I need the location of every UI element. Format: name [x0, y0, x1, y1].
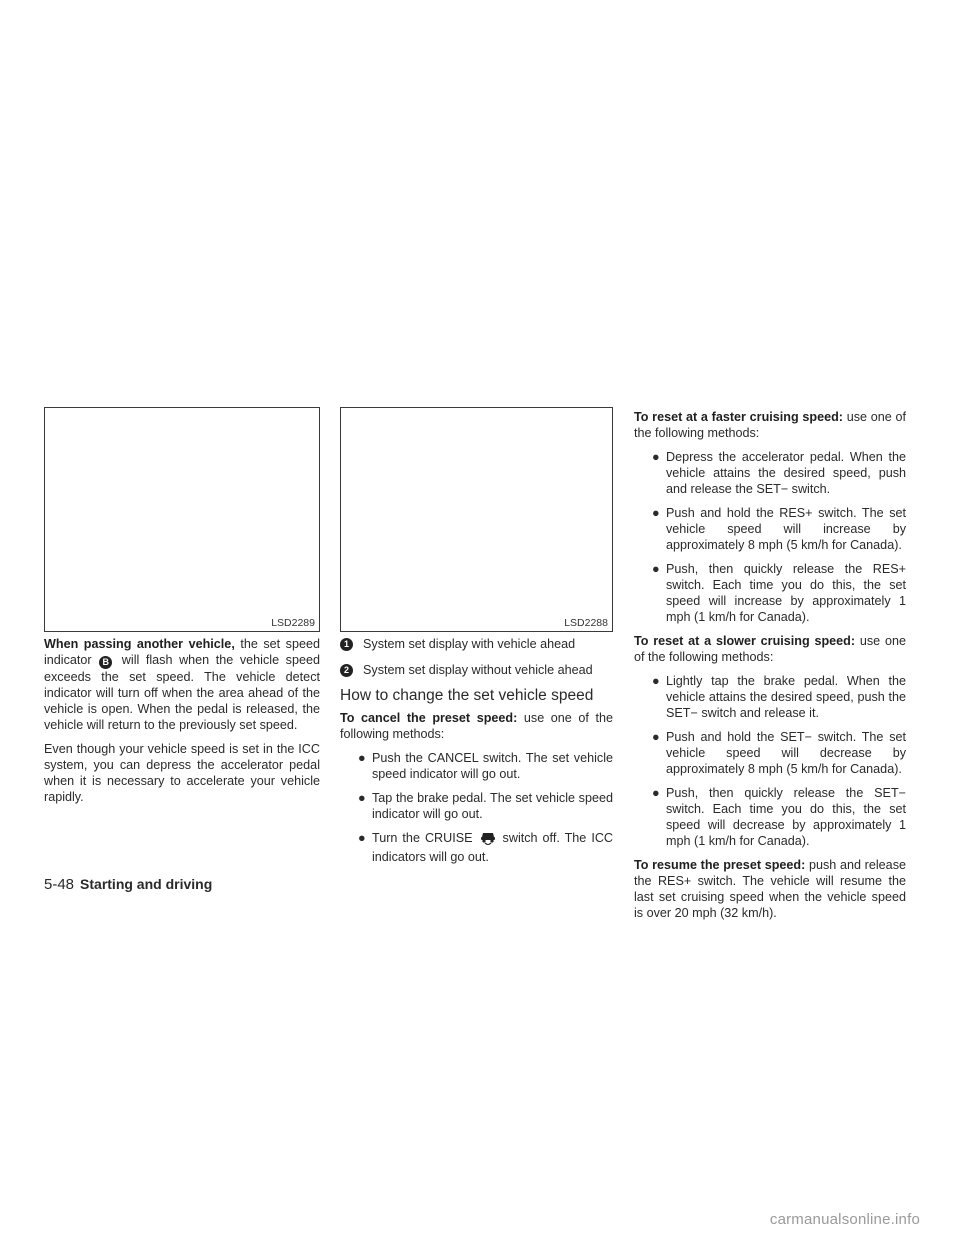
passing-text-a: the set speed indicator	[44, 637, 320, 667]
callout-2-icon: 2	[340, 664, 353, 677]
slower-paragraph	[634, 633, 906, 665]
passing-text-b: will flash when the vehicle speed exceeds the set speed. The vehicle detect indicator will turn off when the area ahead of the vehicle is open. When the pedal is released, the vehicle will return to the previously set speed.	[44, 653, 320, 732]
page-footer	[44, 876, 212, 893]
callout-item-2	[340, 662, 613, 678]
cancel-paragraph	[340, 710, 613, 742]
figure-lsd2288	[340, 407, 613, 632]
list-item-text: Depress the accelerator pedal. When the vehicle attains the desired speed, push and release the SET− switch.	[666, 450, 906, 496]
cruise-text-a: Turn the CRUISE	[372, 831, 478, 845]
cruise-switch-icon	[480, 831, 496, 849]
watermark: carmanualsonline.info	[769, 1211, 920, 1228]
section-title: Starting and driving	[80, 876, 213, 892]
faster-text: use one of the following methods:	[634, 410, 906, 440]
bullet-icon: ●	[652, 730, 660, 744]
column-3	[634, 409, 906, 929]
bullet-icon: ●	[358, 751, 366, 765]
bullet-icon: ●	[652, 562, 660, 576]
cruise-text-b: switch off. The ICC indicators will go out.	[372, 831, 614, 864]
resume-text: push and release the RES+ switch. The vehicle will resume the last set cruising speed when the vehicle speed is over 20 mph (32 km/h).	[634, 858, 906, 920]
list-item-text: Push, then quickly release the SET− switch. Each time you do this, the set speed will decrease by approximately 1 mph (1 km/h for Canada).	[666, 786, 906, 848]
passing-paragraph	[44, 636, 320, 733]
accelerate-paragraph: Even though your vehicle speed is set in the ICC system, you can depress the accelerator pedal when it is necessary to accelerate your vehicle rapidly.	[44, 742, 320, 804]
list-item	[634, 561, 906, 625]
list-item	[340, 790, 613, 822]
figure-code: LSD2289	[271, 617, 315, 629]
slower-lead: To reset at a slower cruising speed:	[634, 634, 856, 648]
list-item-text: Push the CANCEL switch. The set vehicle speed indicator will go out.	[372, 751, 613, 781]
bullet-icon: ●	[652, 674, 660, 688]
faster-lead: To reset at a faster cruising speed:	[634, 410, 843, 424]
bullet-icon: ●	[358, 831, 366, 845]
list-item-text: Push, then quickly release the RES+ switch. Each time you do this, the set speed will increase by approximately 1 mph (1 km/h for Canada).	[666, 562, 906, 624]
list-item-text: Push and hold the RES+ switch. The set vehicle speed will increase by approximately 8 mph (5 km/h for Canada).	[666, 506, 906, 552]
figure-lsd2289	[44, 407, 320, 632]
bullet-icon: ●	[652, 506, 660, 520]
list-item	[340, 830, 613, 865]
column-1	[44, 636, 320, 813]
faster-paragraph	[634, 409, 906, 441]
list-item	[634, 785, 906, 849]
faster-methods-list	[634, 449, 906, 625]
passing-lead: When passing another vehicle,	[44, 637, 235, 651]
callout-item-1	[340, 636, 613, 652]
list-item	[340, 750, 613, 782]
cancel-lead: To cancel the preset speed:	[340, 711, 518, 725]
list-item-text: Tap the brake pedal. The set vehicle speed indicator will go out.	[372, 791, 613, 821]
callout-2-text: System set display without vehicle ahead	[363, 663, 593, 677]
resume-lead: To resume the preset speed:	[634, 858, 806, 872]
list-item	[634, 673, 906, 721]
callout-1-text: System set display with vehicle ahead	[363, 637, 576, 651]
section-heading: How to change the set vehicle speed	[340, 687, 594, 704]
page-number: 5-48	[44, 876, 75, 893]
callout-b-icon: B	[99, 656, 112, 669]
list-item-text: Push and hold the SET− switch. The set vehicle speed will decrease by approximately 8 mph (5 km/h for Canada).	[666, 730, 906, 776]
slower-text: use one of the following methods:	[634, 634, 906, 664]
callout-1-icon: 1	[340, 638, 353, 651]
list-item-text: Lightly tap the brake pedal. When the vehicle attains the desired speed, push the SET− switch and release it.	[666, 674, 906, 720]
slower-methods-list	[634, 673, 906, 849]
figure-code: LSD2288	[564, 617, 608, 629]
bullet-icon: ●	[358, 791, 366, 805]
bullet-icon: ●	[652, 450, 660, 464]
resume-paragraph	[634, 857, 906, 921]
cancel-text: use one of the following methods:	[340, 711, 614, 741]
bullet-icon: ●	[652, 786, 660, 800]
list-item	[634, 505, 906, 553]
list-item	[634, 449, 906, 497]
column-2	[340, 636, 613, 873]
list-item	[634, 729, 906, 777]
cancel-methods-list	[340, 750, 613, 865]
